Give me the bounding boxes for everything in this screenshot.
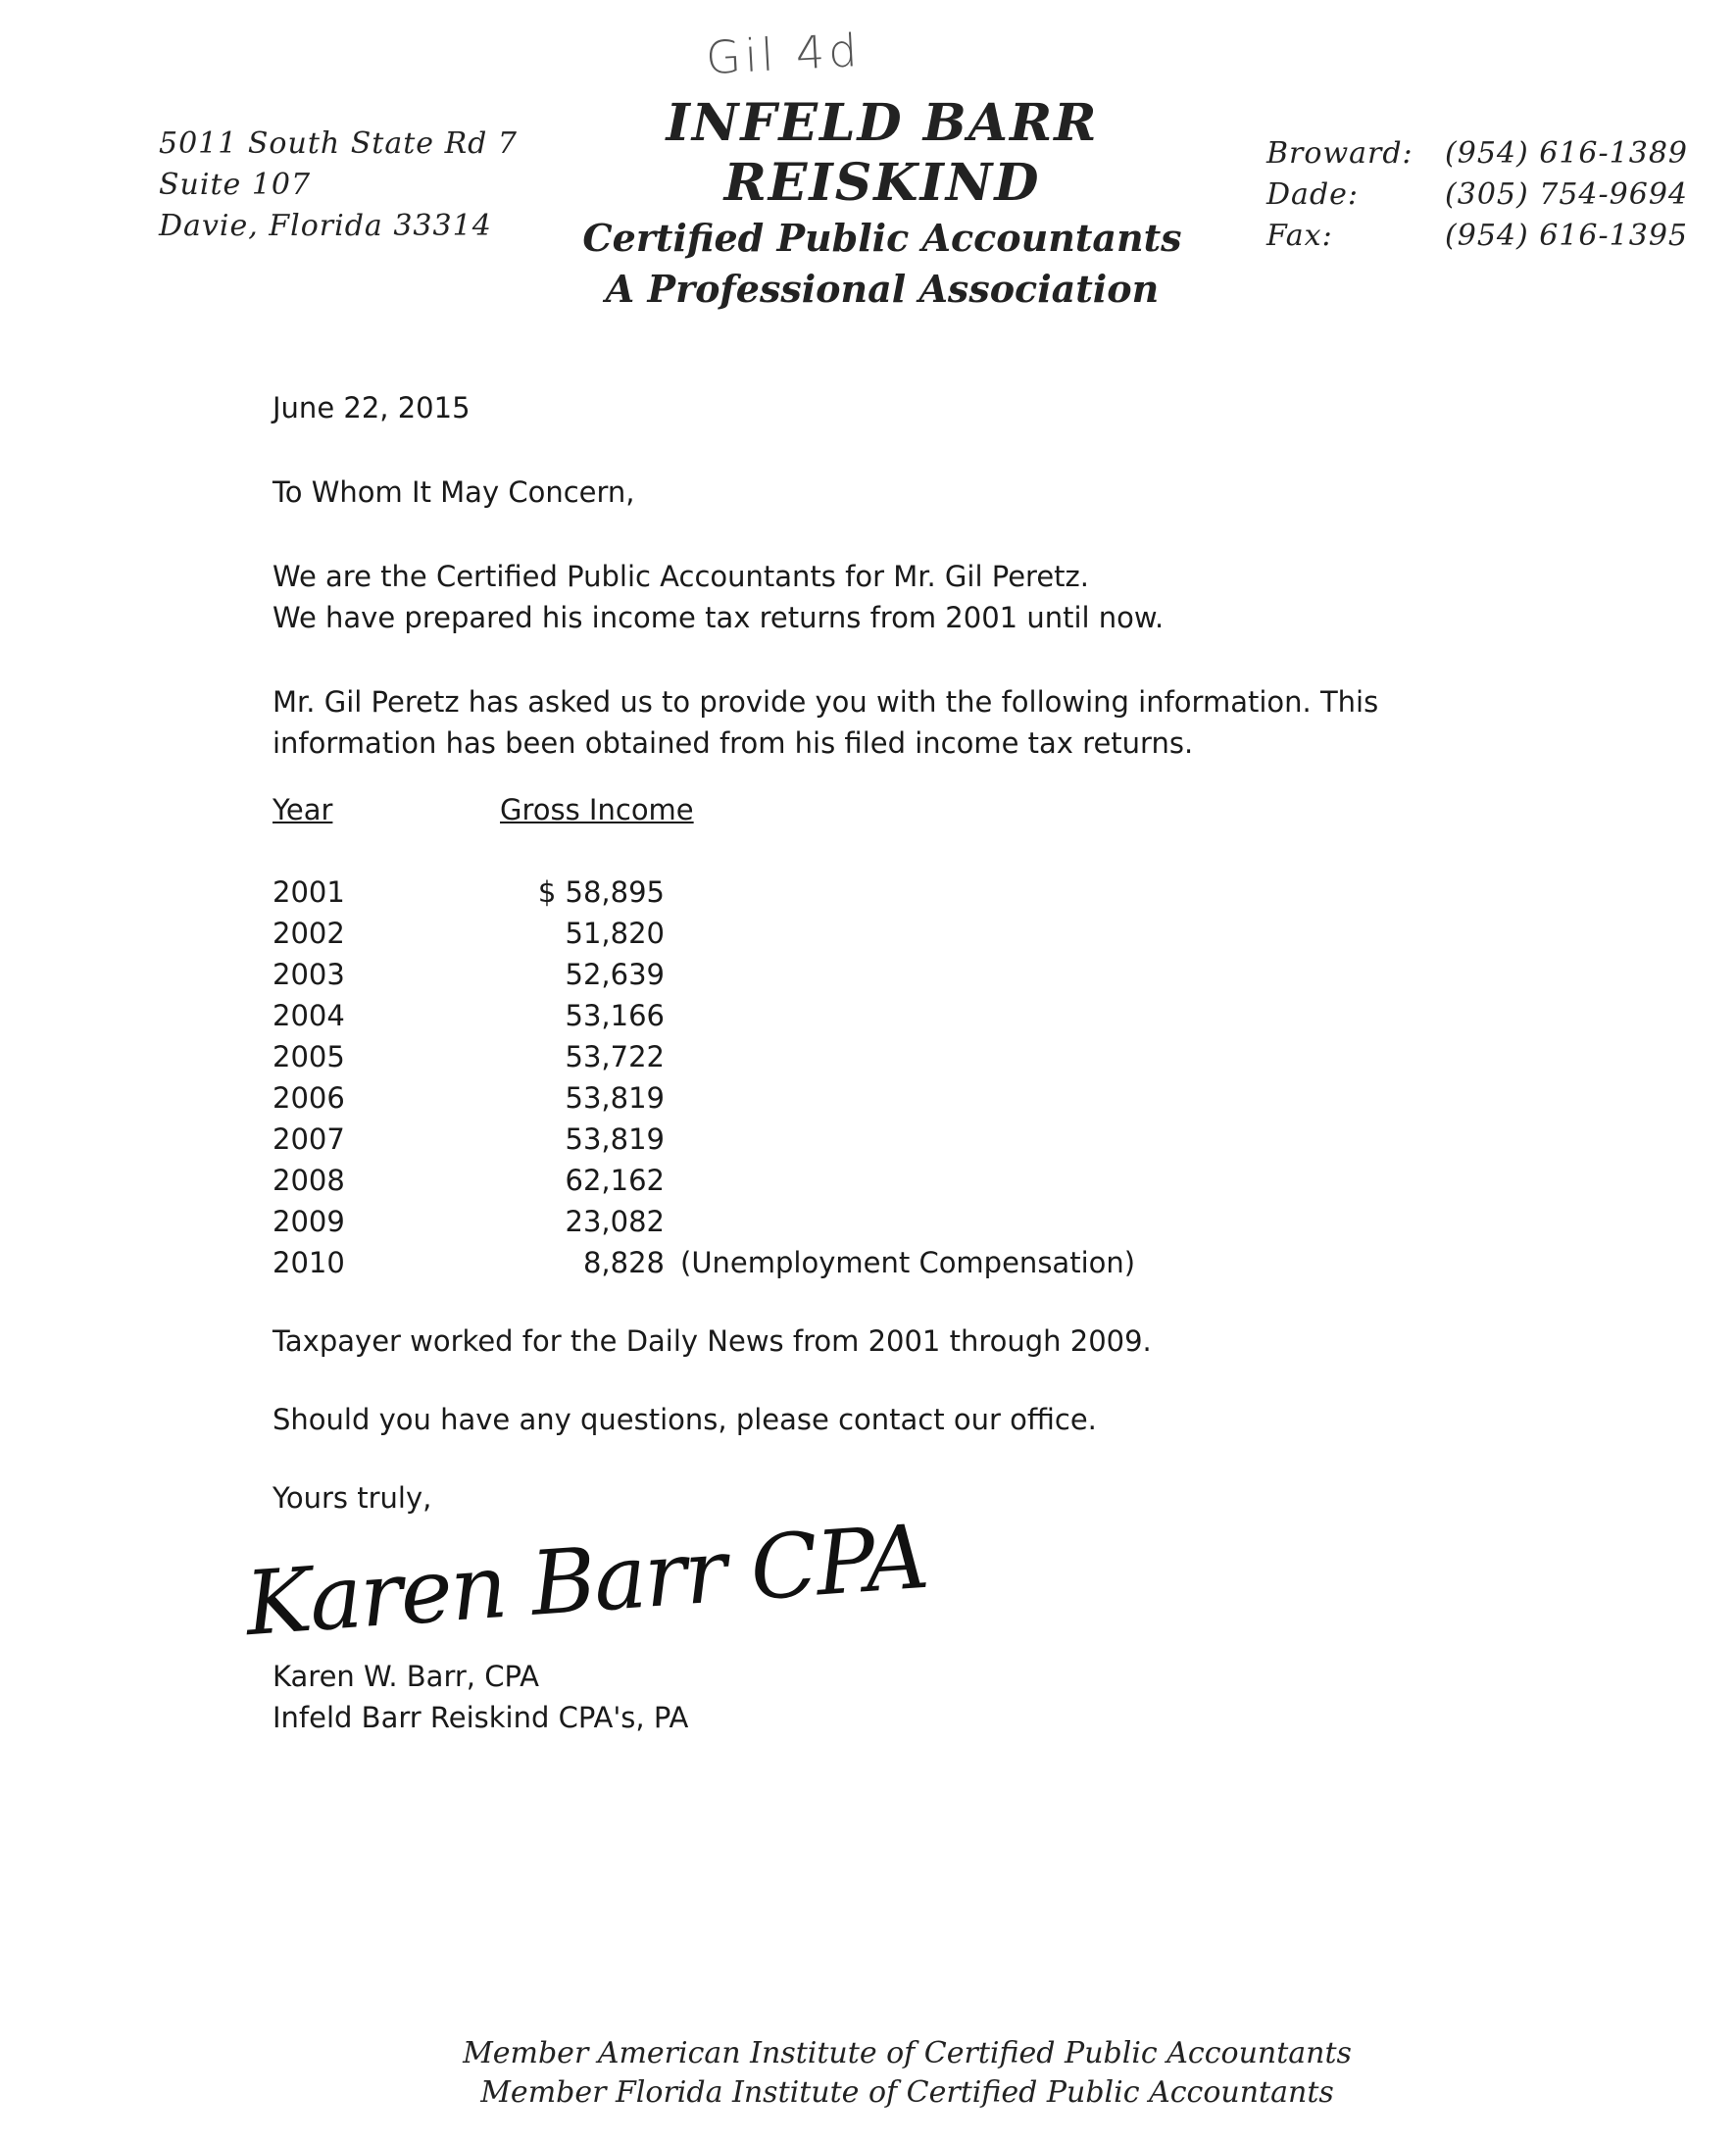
firm-name: INFELD BARR REISKIND [666,93,1099,213]
cell-year: 2009 [273,1205,345,1238]
cell-note [665,872,680,913]
cell-year: 2006 [273,1081,345,1115]
cell-note [665,913,680,954]
footer-line: Member American Institute of Certified Public Accountants [463,2036,1352,2070]
firm-address [159,124,518,247]
cell-note [665,1036,680,1077]
firm-phones [1266,133,1688,257]
closing: Yours truly, [273,1481,432,1515]
header-year: Year [273,793,333,826]
phone-row [1266,174,1688,216]
cell-year: 2001 [273,875,345,909]
cell-year: 2007 [273,1122,345,1156]
cell-amount: 53,722 [565,1040,665,1073]
phone-label: Broward: [1266,136,1414,171]
table-row [273,1160,1378,1201]
phone-label: Dade: [1266,177,1360,212]
table-header [273,789,1378,830]
footer-line: Member Florida Institute of Certified Public Accountants [480,2075,1334,2110]
cell-year: 2002 [273,917,345,950]
cell-note [665,954,680,995]
table-row [273,1201,1378,1242]
paragraph-line: We are the Certified Public Accountants for Mr. Gil Peretz. [273,560,1089,593]
cell-note: (Unemployment Compensation) [680,1246,1136,1279]
table-row [273,995,1378,1036]
cell-year: 2005 [273,1040,345,1073]
address-line: Suite 107 [159,168,312,202]
table-row [273,954,1378,995]
phone-row [1266,133,1688,174]
letterhead-firm [529,93,1235,315]
cell-amount: 52,639 [565,958,665,991]
footer [0,2034,1736,2113]
cell-amount: 53,166 [565,999,665,1032]
address-line: Davie, Florida 33314 [159,209,492,243]
salutation: To Whom It May Concern, [273,475,635,509]
cell-note [665,995,680,1036]
cell-amount: $ 58,895 [537,875,665,909]
table-row [273,1242,1378,1283]
handwritten-annotation: Gil 4d [704,23,863,85]
header-gross-income: Gross Income [500,793,694,826]
firm-subtitle: A Professional Association [605,267,1160,311]
paragraph-line: Mr. Gil Peretz has asked us to provide you with the following information. This [273,685,1379,719]
cell-amount: 53,819 [565,1081,665,1115]
cell-amount: 23,082 [565,1205,665,1238]
cell-year: 2004 [273,999,345,1032]
income-table [273,789,1378,1283]
table-row [273,1077,1378,1119]
paragraph-contact: Should you have any questions, please contact our office. [273,1403,1097,1436]
paragraph-employment: Taxpayer worked for the Daily News from 2001 through 2009. [273,1324,1152,1358]
cell-note [665,1119,680,1160]
paragraph-line: information has been obtained from his filed income tax returns. [273,726,1194,760]
cell-year: 2010 [273,1246,345,1279]
letter-date: June 22, 2015 [273,391,471,424]
cell-amount: 53,819 [565,1122,665,1156]
firm-subtitle: Certified Public Accountants [582,216,1182,260]
signature-text: Karen Barr CPA [242,1505,931,1657]
cell-note [665,1201,680,1242]
phone-label: Fax: [1266,219,1333,253]
phone-row [1266,216,1688,257]
phone-number: (305) 754-9694 [1445,177,1688,212]
phone-number: (954) 616-1389 [1445,136,1688,171]
cell-amount: 8,828 [582,1246,665,1279]
table-row [273,913,1378,954]
paragraph-line: We have prepared his income tax returns from 2001 until now. [273,601,1165,634]
signer-name: Karen W. Barr, CPA [273,1660,539,1693]
cell-note [665,1077,680,1119]
table-row [273,1119,1378,1160]
table-row [273,1036,1378,1077]
cell-amount: 51,820 [565,917,665,950]
cell-amount: 62,162 [565,1164,665,1197]
signature [242,1505,931,1657]
cell-year: 2008 [273,1164,345,1197]
table-row [273,872,1378,913]
phone-number: (954) 616-1395 [1445,219,1688,253]
cell-year: 2003 [273,958,345,991]
cell-note [665,1160,680,1201]
address-line: 5011 South State Rd 7 [159,126,518,161]
signer-firm: Infeld Barr Reiskind CPA's, PA [273,1701,689,1734]
